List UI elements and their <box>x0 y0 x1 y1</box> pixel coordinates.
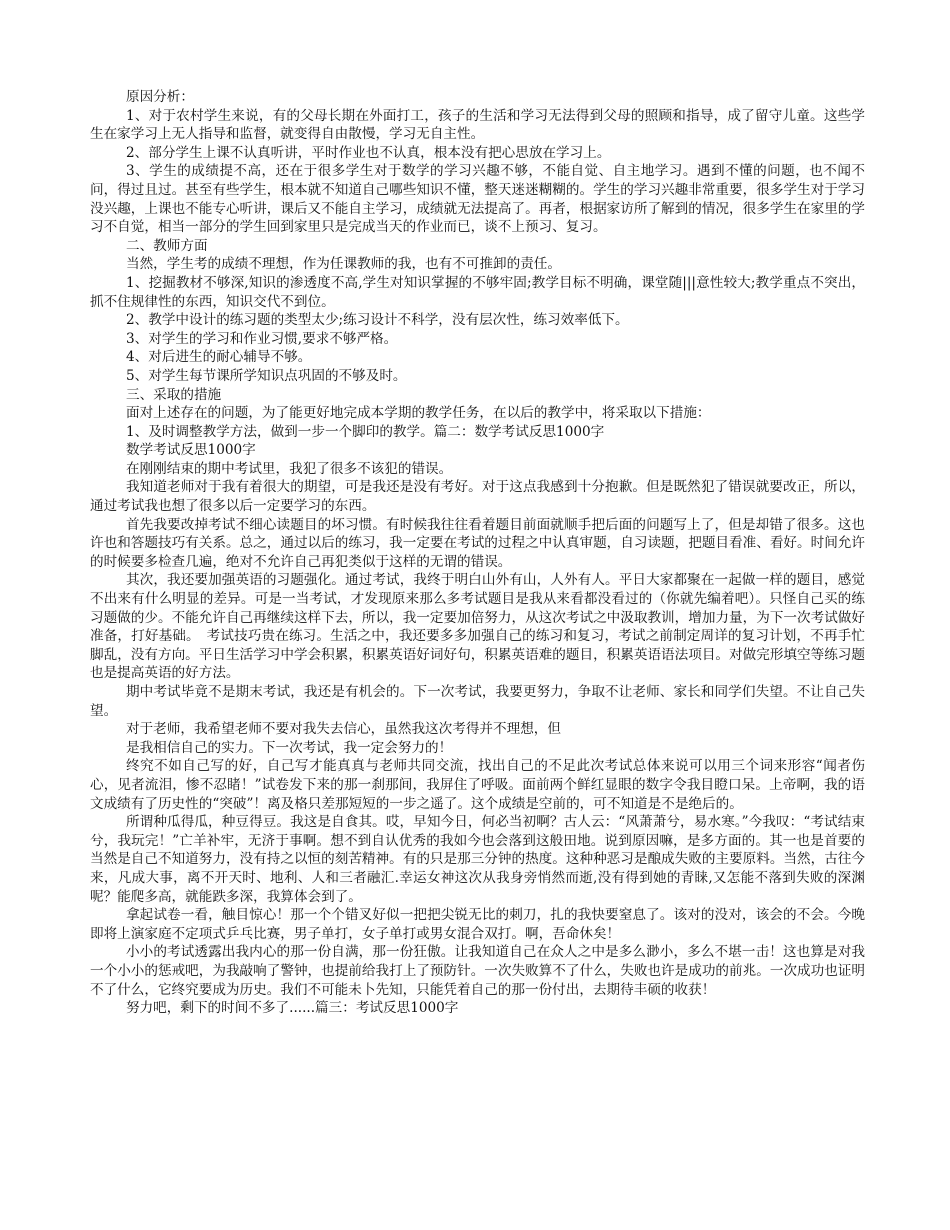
paragraph: 4、对后进生的耐心辅导不够。 <box>126 349 312 366</box>
paragraph: 3、对学生的学习和作业习惯,要求不够严格。 <box>126 330 398 347</box>
paragraph: 1、挖掘教材不够深,知识的渗透度不高,学生对知识掌握的不够牢固;教学目标不明确，课堂随|||意性较大;教学重点不突出，抓不住规律性的东西，知识交代不到位。 <box>90 274 865 310</box>
paragraph: 期中考试毕竟不是期末考试，我还是有机会的。下一次考试，我要更努力，争取不让老师、家长和同学们失望。不让自己失望。 <box>90 684 865 719</box>
section-heading: 三、采取的措施 <box>126 386 222 403</box>
paragraph: 2、教学中设计的练习题的类型太少;练习设计不科学，没有层次性，练习效率低下。 <box>126 312 629 329</box>
paragraph: 终究不如自己写的好，自己写才能真真与老师共同交流，找出自己的不足此次考试总体来说可以用三个词来形容“闻者伤心，见者流泪，惨不忍睹！”试卷发下来的那一刹那间，我屏住了呼吸。面前两个鲜红显眼的数字令我目瞪口呆。上帝啊，我的语文成绩有了历史性的“突破”！离及格只差那短短的一步之遥了。这个成绩是空前的，可不知道是不是绝后的。 <box>90 758 865 812</box>
article-title: 数学考试反思1000字 <box>126 442 256 459</box>
paragraph: 当然，学生考的成绩不理想，作为任课教师的我，也有不可推卸的责任。 <box>126 256 561 273</box>
paragraph: 5、对学生每节课所学知识点巩固的不够及时。 <box>126 367 407 384</box>
paragraph: 在刚刚结束的期中考试里，我犯了很多不该犯的错误。 <box>126 460 453 477</box>
paragraph: 小小的考试透露出我内心的那一份自满，那一份狂傲。让我知道自己在众人之中是多么渺小，多么不堪一击！这也算是对我一个小小的惩戒吧，为我敲响了警钟，也提前给我打上了预防针。一次失败算不了什么，失败也许是成功的前兆。一次成功也证明不了什么，它终究要成为历史。我们不可能未卜先知，只能凭着自己的那一份付出，去期待丰硕的收获！ <box>90 944 865 998</box>
document-body <box>90 88 865 1018</box>
paragraph: 3、学生的成绩提不高，还在于很多学生对于数学的学习兴趣不够，不能自觉、自主地学习。遇到不懂的问题，也不闻不问，得过且过。甚至有些学生，根本就不知道自己哪些知识不懂，整天迷迷糊糊的。学生的学习兴趣非常重要，很多学生对于学习没兴趣，上课也不能专心听讲，课后又不能自主学习，成绩就无法提高了。再者，根据家访所了解到的情况，很多学生在家里的学习不自觉，相当一部分的学生回到家里只是完成当天的作业而已，谈不上预习、复习。 <box>90 163 865 236</box>
paragraph: 首先我要改掉考试不细心读题目的坏习惯。有时候我往往看着题目前面就顺手把后面的问题写上了，但是却错了很多。这也许也和答题技巧有关系。总之，通过以后的练习，我一定要在考试的过程之中认真审题，自习读题，把题目看准、看好。时间允许的时候要多检查几遍，绝对不允许自己再犯类似于这样的无谓的错误。 <box>90 516 865 570</box>
paragraph: 面对上述存在的问题，为了能更好地完成本学期的教学任务，在以后的教学中，将采取以下措施： <box>126 405 711 422</box>
paragraph: 我知道老师对于我有着很大的期望，可是我还是没有考好。对于这点我感到十分抱歉。但是既然犯了错误就要改正，所以，通过考试我也想了很多以后一定要学习的东西。 <box>90 479 865 515</box>
paragraph: 所谓种瓜得瓜，种豆得豆。我这是自食其。哎，早知今日，何必当初啊？古人云：“风萧萧兮，易水寒。”今我叹：“考试结束兮，我玩完！”亡羊补牢，无济于事啊。想不到自认优秀的我如今也会落到这般田地。说到原因嘛，是多方面的。其一也是首要的当然是自己不知道努力，没有持之以恒的刻苦精神。有的只是那三分钟的热度。这种种恶习是酿成失败的主要原料。当然，古往今来，凡成大事，离不开天时、地利、人和三者融汇.幸运女神这次从我身旁悄然而逝,没有得到她的青睐,又怎能不落到失败的深渊呢？能爬多高，就能跌多深，我算体会到了。 <box>90 814 865 905</box>
paragraph-cause-analysis: 原因分析： <box>126 89 194 105</box>
section-heading: 二、教师方面 <box>126 237 208 254</box>
paragraph: 其次，我还要加强英语的习题强化。通过考试，我终于明白山外有山，人外有人。平日大家都聚在一起做一样的题目，感觉不出来有什么明显的差异。可是一当考试，才发现原来那么多考试题目是我从来看都没看过的（你就先编着吧）。只怪自己买的练习题做的少。不能允许自己再继续这样下去，所以，我一定要加倍努力，从这次考试之中汲取教训，增加力量，为下一次考试做好准备，打好基础。 考试技巧贵在练习。生活之中，我还要多多加强自己的练习和复习，考试之前制定周详的复习计划，不再手忙脚乱，没有方向。平日生活学习中学会积累，积累英语好词好句，积累英语难的题目，积累英语语法项目。对做完形填空等练习题也是提高英语的好方法。 <box>90 572 865 682</box>
paragraph: 努力吧，剩下的时间不多了......篇三：考试反思1000字 <box>126 1000 459 1017</box>
paragraph: 是我相信自己的实力。下一次考试，我一定会努力的！ <box>126 739 453 756</box>
paragraph: 拿起试卷一看，触目惊心！那一个个错叉好似一把把尖锐无比的刺刀，扎的我快要窒息了。该对的没对，该会的不会。今晚即将上演家庭不定项式乒乓比赛，男子单打，女子单打或男女混合双打。啊，吾命休矣！ <box>90 907 865 942</box>
paragraph: 2、部分学生上课不认真听讲，平时作业也不认真，根本没有把心思放在学习上。 <box>126 144 611 161</box>
paragraph: 对于老师，我希望老师不要对我失去信心，虽然我这次考得并不理想，但 <box>126 721 561 738</box>
paragraph: 1、及时调整教学方法，做到一步一个脚印的教学。篇二：数学考试反思1000字 <box>126 423 605 440</box>
paragraph: 1、对于农村学生来说，有的父母长期在外面打工，孩子的生活和学习无法得到父母的照顾和指导，成了留守儿童。这些学生在家学习上无人指导和监督，就变得自由散慢，学习无自主性。 <box>90 107 865 143</box>
